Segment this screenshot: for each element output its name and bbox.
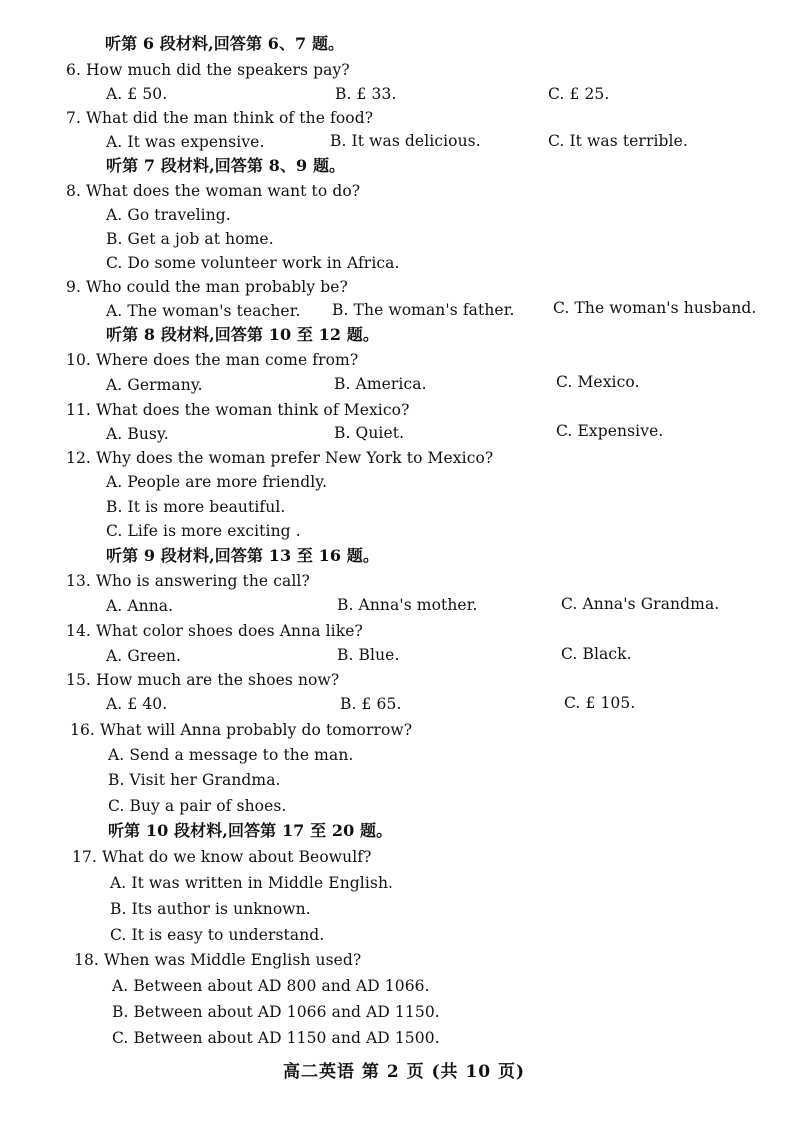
question-13-option-b: B. Anna's mother. — [337, 596, 478, 614]
question-7-option-c: C. It was terrible. — [548, 132, 688, 150]
question-10-option-a: A. Germany. — [106, 376, 203, 394]
question-13-stem: 13. Who is answering the call? — [66, 572, 310, 590]
question-10-option-c: C. Mexico. — [556, 373, 640, 391]
question-18-option-a: A. Between about AD 800 and AD 1066. — [112, 977, 430, 995]
section-header-8: 听第 8 段材料,回答第 10 至 12 题。 — [106, 325, 379, 344]
question-18-option-b: B. Between about AD 1066 and AD 1150. — [112, 1003, 440, 1021]
question-6-option-c: C. £ 25. — [548, 85, 610, 103]
question-6-option-b: B. £ 33. — [335, 85, 397, 103]
question-8-option-b: B. Get a job at home. — [106, 230, 274, 248]
page-footer: 高二英语 第 2 页 (共 10 页) — [283, 1062, 526, 1082]
question-7-option-a: A. It was expensive. — [106, 133, 265, 151]
question-14-option-c: C. Black. — [561, 645, 632, 663]
section-header-9: 听第 9 段材料,回答第 13 至 16 题。 — [106, 546, 379, 565]
question-15-option-a: A. £ 40. — [106, 695, 168, 713]
question-8-option-c: C. Do some volunteer work in Africa. — [106, 254, 400, 272]
question-8-stem: 8. What does the woman want to do? — [66, 182, 361, 200]
question-13-option-a: A. Anna. — [106, 597, 174, 615]
question-12-option-a: A. People are more friendly. — [106, 473, 328, 491]
question-12-option-b: B. It is more beautiful. — [106, 498, 286, 516]
question-11-option-b: B. Quiet. — [334, 424, 405, 442]
question-17-option-c: C. It is easy to understand. — [110, 926, 325, 944]
question-8-option-a: A. Go traveling. — [106, 206, 231, 224]
question-12-stem: 12. Why does the woman prefer New York to Mexico? — [66, 449, 494, 467]
question-9-option-b: B. The woman's father. — [332, 301, 515, 319]
question-7-stem: 7. What did the man think of the food? — [66, 109, 374, 127]
question-14-stem: 14. What color shoes does Anna like? — [66, 622, 363, 640]
question-15-option-b: B. £ 65. — [340, 695, 402, 713]
section-header-7: 听第 7 段材料,回答第 8、9 题。 — [106, 156, 346, 175]
question-11-option-a: A. Busy. — [106, 425, 169, 443]
question-16-option-c: C. Buy a pair of shoes. — [108, 797, 287, 815]
question-17-option-b: B. Its author is unknown. — [110, 900, 311, 918]
question-6-option-a: A. £ 50. — [106, 85, 168, 103]
question-10-option-b: B. America. — [334, 375, 427, 393]
question-16-option-b: B. Visit her Grandma. — [108, 771, 281, 789]
question-17-option-a: A. It was written in Middle English. — [110, 874, 394, 892]
question-7-option-b: B. It was delicious. — [330, 132, 481, 150]
question-9-stem: 9. Who could the man probably be? — [66, 278, 348, 296]
question-6-stem: 6. How much did the speakers pay? — [66, 61, 350, 79]
section-header-10: 听第 10 段材料,回答第 17 至 20 题。 — [108, 821, 393, 840]
question-14-option-a: A. Green. — [106, 647, 181, 665]
question-15-option-c: C. £ 105. — [564, 694, 636, 712]
question-14-option-b: B. Blue. — [337, 646, 400, 664]
question-11-stem: 11. What does the woman think of Mexico? — [66, 401, 410, 419]
question-10-stem: 10. Where does the man come from? — [66, 351, 359, 369]
question-11-option-c: C. Expensive. — [556, 422, 664, 440]
question-9-option-c: C. The woman's husband. — [553, 299, 757, 317]
question-16-option-a: A. Send a message to the man. — [108, 746, 354, 764]
question-18-stem: 18. When was Middle English used? — [74, 951, 362, 969]
question-13-option-c: C. Anna's Grandma. — [561, 595, 720, 613]
section-header-6: 听第 6 段材料,回答第 6、7 题。 — [105, 34, 345, 53]
question-9-option-a: A. The woman's teacher. — [106, 302, 301, 320]
question-17-stem: 17. What do we know about Beowulf? — [72, 848, 372, 866]
question-16-stem: 16. What will Anna probably do tomorrow? — [70, 721, 413, 739]
question-18-option-c: C. Between about AD 1150 and AD 1500. — [112, 1029, 440, 1047]
question-15-stem: 15. How much are the shoes now? — [66, 671, 340, 689]
question-12-option-c: C. Life is more exciting . — [106, 522, 301, 540]
